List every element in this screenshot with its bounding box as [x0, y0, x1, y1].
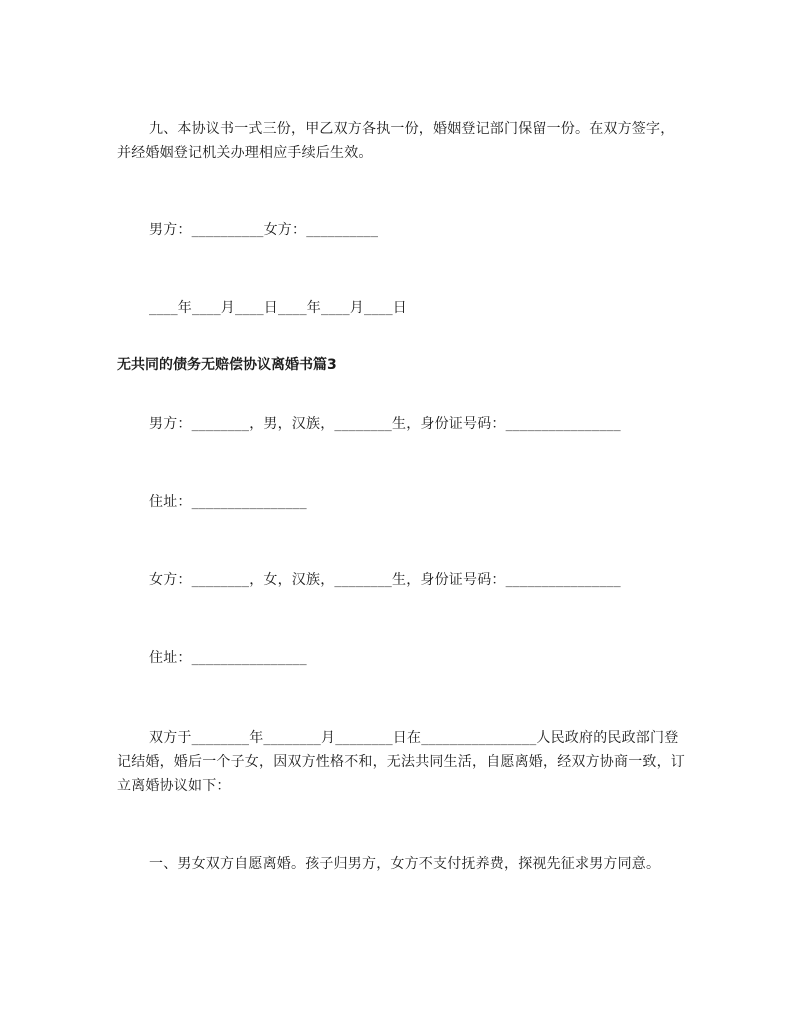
section-title: 无共同的债务无赔偿协议离婚书篇3 [117, 357, 337, 373]
marriage-registration-paragraph: 双方于________年________月________日在________________人民政府的民政部门登记结婚，婚后一个子女，因双方性格不和，无法共同生活，自愿离婚，经双方协商一致，订立离婚协议如下： [117, 730, 685, 794]
signature-line: 男方：__________女方：__________ [149, 222, 379, 238]
male-info-line: 男方：________，男，汉族，________生，身份证号码：________________ [149, 416, 621, 432]
female-info-line: 女方：________，女，汉族，________生，身份证号码：________________ [149, 572, 621, 588]
paragraph-clause-nine: 九、本协议书一式三份，甲乙双方各执一份，婚姻登记部门保留一份。在双方签字，并经婚姻登记机关办理相应手续后生效。 [117, 121, 675, 161]
date-line: ____年____月____日____年____月____日 [149, 300, 407, 316]
paragraph-clause-one: 一、男女双方自愿离婚。孩子归男方，女方不支付抚养费，探视先征求男方同意。 [149, 856, 661, 872]
female-address-line: 住址：________________ [149, 650, 307, 666]
male-address-line: 住址：________________ [149, 494, 307, 510]
